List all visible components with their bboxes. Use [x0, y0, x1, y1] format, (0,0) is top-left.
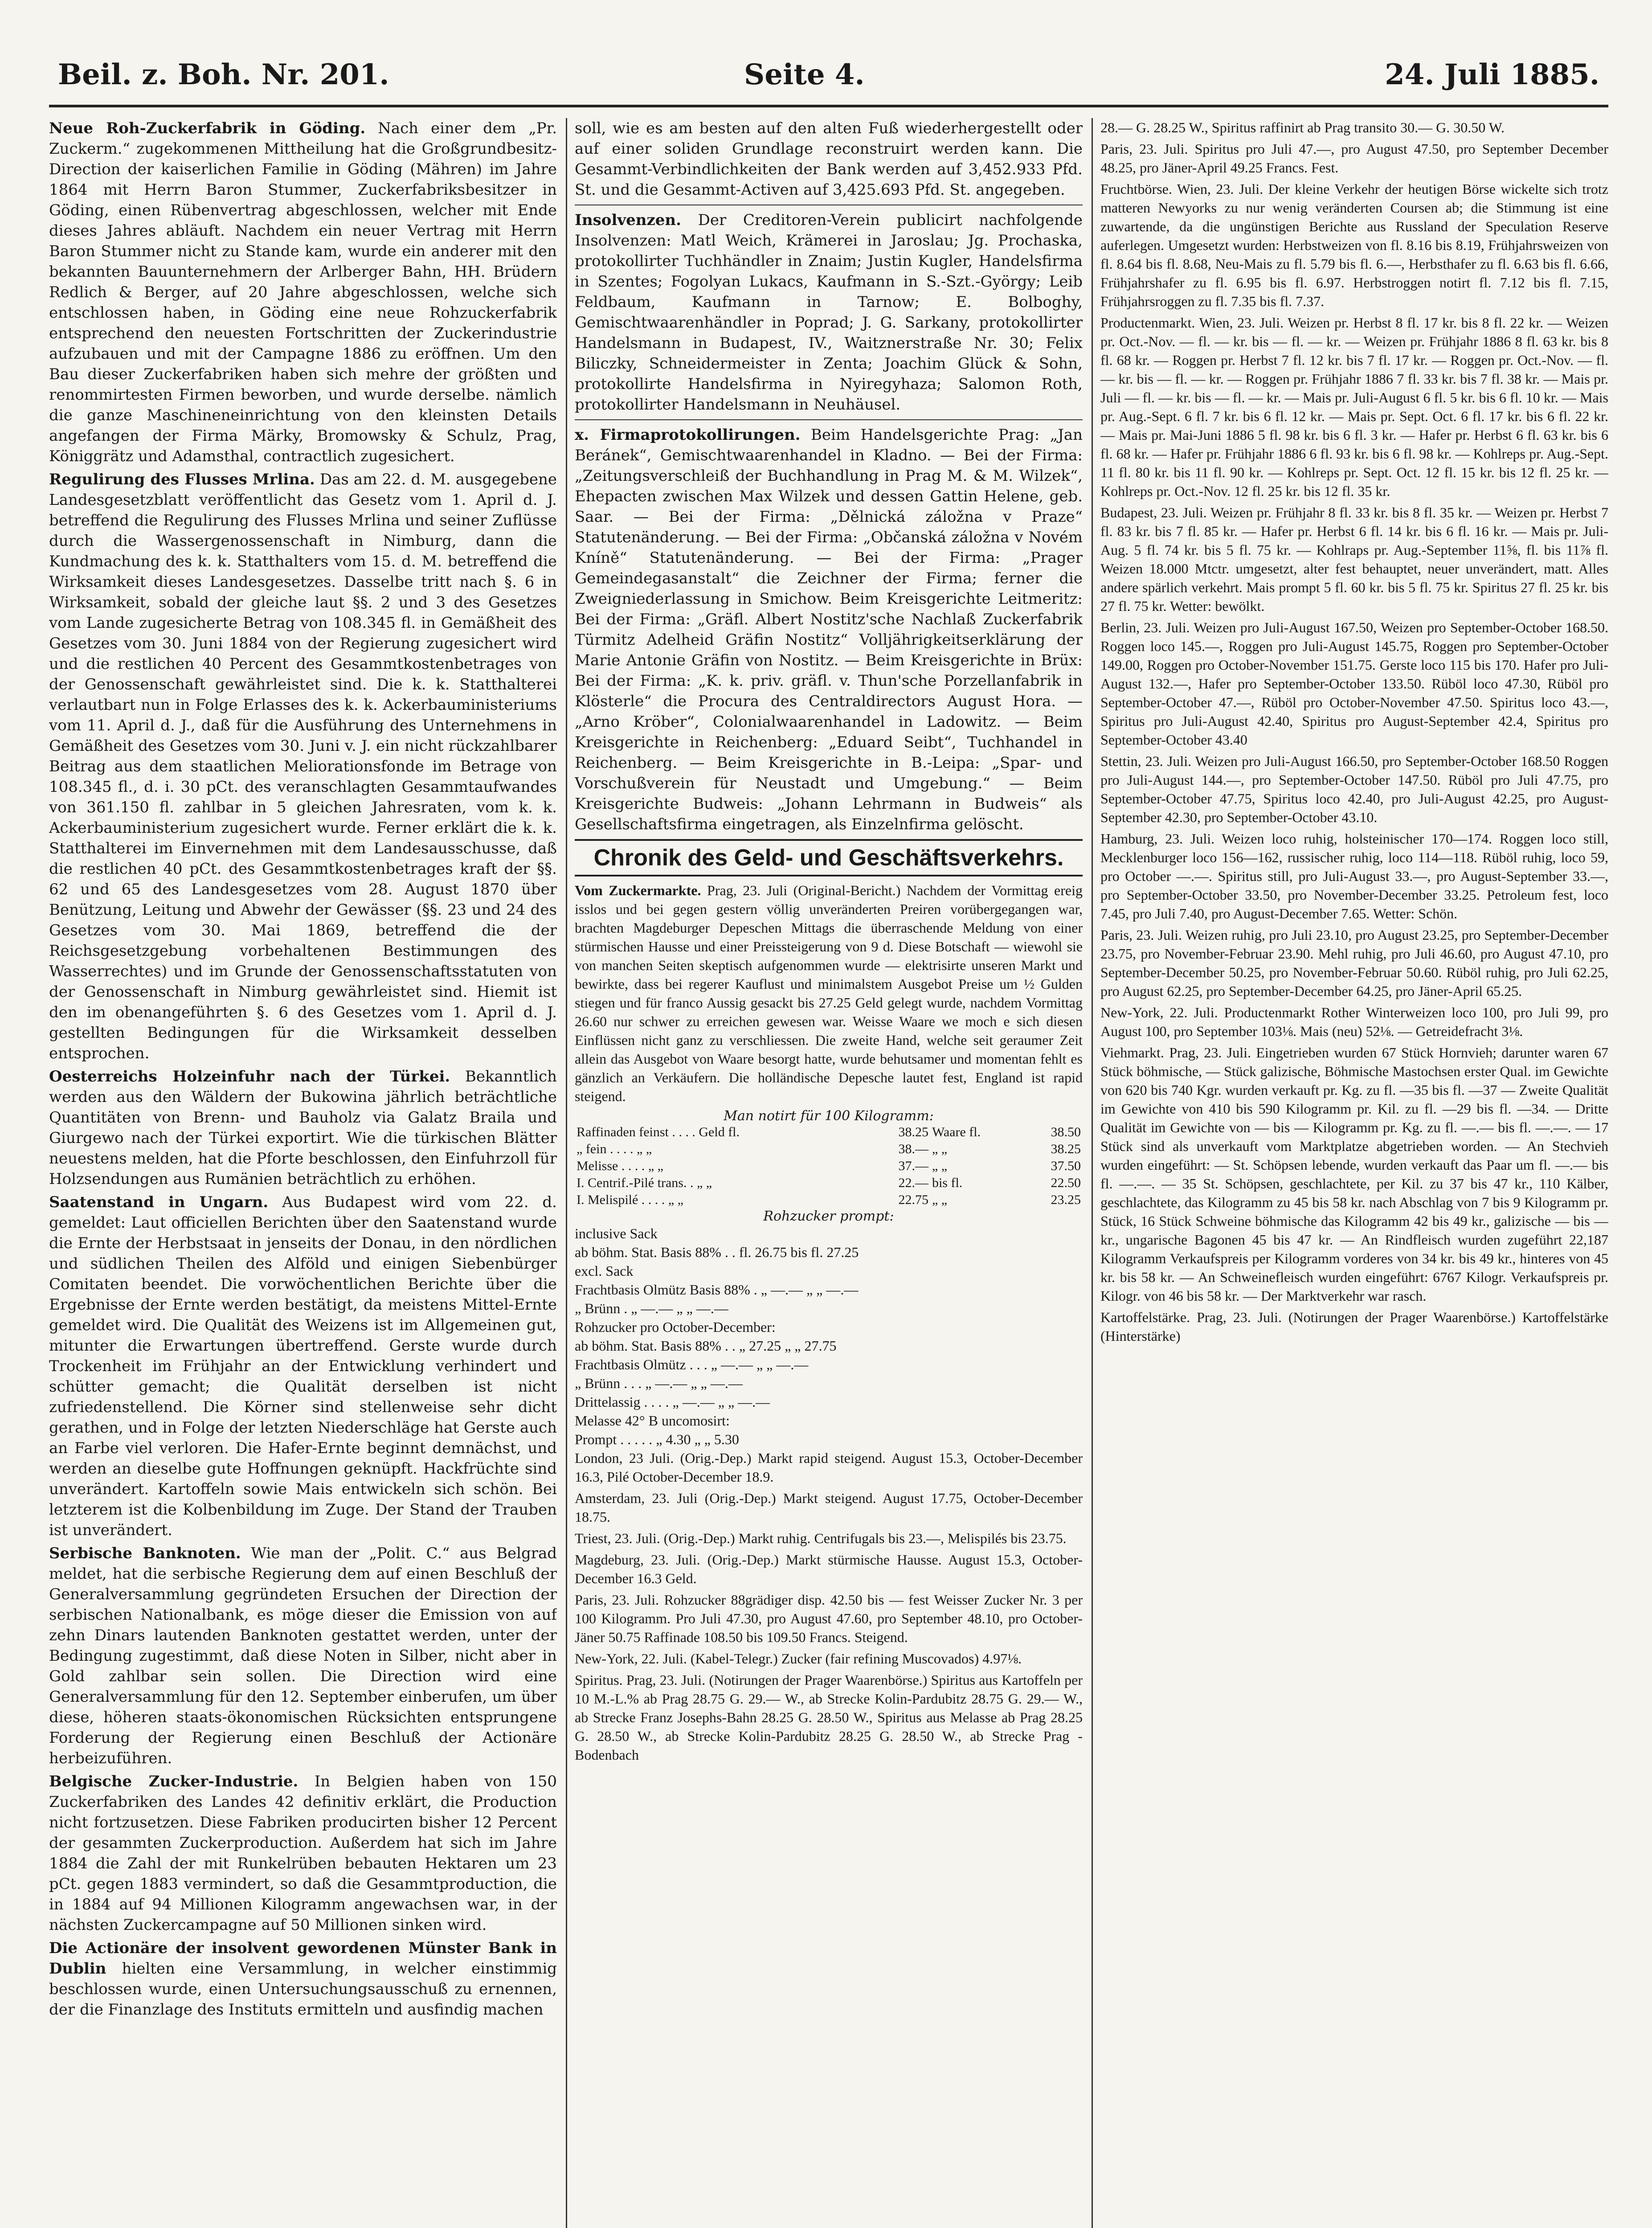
divider: [575, 419, 1083, 420]
rohzucker-lines: [575, 1224, 1083, 1449]
quote-cell: 22.50: [1051, 1175, 1081, 1190]
quote-line: „ Brünn . „ —.— „ „ —.—: [575, 1300, 728, 1316]
column-2: [575, 118, 1083, 2228]
quote-cell: 23.25: [1051, 1192, 1081, 1207]
quote-line: Prompt . . . . . „ 4.30 „ „ 5.30: [575, 1431, 739, 1447]
market-report: Viehmarkt. Prag, 23. Juli. Eingetrieben wurden 67 Stück Hornvieh; darunter waren 67 Stück böhmische, — Stück galizische, Böhmische Mastochsen erster Qual. im Gewichte von 620 bis 740 Kgr. wurden verkauft pr. Kg. zu fl. —35 bis fl. —37 — Zweite Qualität im Gewichte von 410 bis 590 Kilogramm pr. Kil. zu fl. —29 bis fl. —34. — Dritte Qualität im Gewichte von — bis — Kilogramm pr. Kg. zu fl. —.— bis fl. —.—. — 17 Stück sind als unverkauft vom Marktplatze abgetrieben worden. — An Stechvieh wurden eingeführt: — St. Schöpsen lebende, wurden verkauft das Paar um fl. —.— bis fl. —.—. — 35 St. Schöpsen, geschlachtete, per Kil. zu 37 bis 47 kr., 110 Kälber, geschlachtete, das Kilogramm zu 45 bis 58 kr. nach Abschlag von 7 bis 9 Kilogramm pr. Stück, 16 Stück Schweine böhmische das Kilogramm 42 bis 49 kr., galizische — bis — kr., ungarische Bagonen 45 bis 47 kr. — An Rindfleisch wurden zugeführt 22,187 Kilogramm Verkaufspreis per Kilogramm vorderes von 34 kr. bis 49 kr., hinteres von 45 kr. bis 58 kr. — An Schweinefleisch wurden eingeführt: 6767 Kilogr. Verkaufspreis pr. Kilogr. von 46 bis 58 kr. — Der Marktverkehr war rasch.: [1100, 1044, 1608, 1304]
quote-cell: 22.75: [898, 1192, 928, 1207]
column-divider: [1092, 118, 1093, 2228]
market-report: Kartoffelstärke. Prag, 23. Juli. (Notirungen der Prager Waarenbörse.) Kartoffelstärke (Hinterstärke): [1100, 1309, 1608, 1344]
market-report: New-York, 22. Juli. Productenmarkt Rother Winterweizen loco 100, pro Juli 99, pro August 100, pro September 103⅛. Mais (neu) 52⅛. — Getreidefracht 3⅛.: [1100, 1004, 1608, 1039]
article-heading: Neue Roh-Zuckerfabrik in Göding.: [49, 119, 366, 137]
article-heading: Vom Zuckermarkte.: [575, 882, 701, 898]
article: [49, 1543, 557, 1769]
quote-line: Melasse 42° B uncomosirt:: [575, 1413, 730, 1429]
page-number: Seite 4.: [744, 58, 865, 91]
quote-cell: 37.—: [898, 1159, 928, 1173]
quote-cell: I. Melispilé . . . . „ „: [577, 1192, 683, 1207]
quote-line: „ Brünn . . . „ —.— „ „ —.—: [575, 1375, 743, 1391]
article-body: Bekanntlich werden aus den Wäldern der Bukowina jährlich beträchtliche Quantitäten von Brenn- und Bauholz via Galatz Braila und Giurgewo nach der Türkei exportirt. Wie die türkischen Blätter neuestens melden, hat die Pforte beschlossen, den Einfuhrzoll für Holzsendungen aus Rumänien beträchtlich zu erhöhen.: [49, 1068, 557, 1188]
quote-cell: 38.25: [1051, 1142, 1081, 1156]
quote-cell: 38.50: [1051, 1125, 1081, 1139]
newspaper-page: [49, 45, 1608, 2228]
column-1: [49, 118, 557, 2228]
quote-cell: 38.—: [898, 1142, 928, 1156]
article-body: Aus Budapest wird vom 22. d. gemeldet: Laut officiellen Berichten über den Saatenstand wurde die Ernte der Herbstsaat in jenseits der Donau, in den nördlichen und südlichen Theilen des Alföld und einigen Siebenbürger Comitaten beendet. Die vorwöchentlichen Berichte über die Ergebnisse der Ernte werden bestätigt, da meistens Mittel-Ernte gemeldet wird. Die Qualität des Weizens ist im Allgemeinen gut, mitunter die Erwartungen übertreffend. Gerste wurde durch Trockenheit im Frühjahr an der Entwicklung verhindert und schütter gemacht; die Qualität derselben ist nicht zufriedenstellend. Die Körner sind stellenweise sehr dicht gerathen, und in Folge der letzten Niederschläge hat Gerste auch an Farbe viel verloren. Die Hafer-Ernte beginnt demnächst, und werden an dieselbe gute Hoffnungen geknüpft. Hackfrüchte sind unverändert. Kartoffeln sowie Mais entwickeln sich schön. Bei letzterem ist die Kolbenbildung im Zuge. Der Stand der Trauben ist unverändert.: [49, 1193, 557, 1539]
rohzucker-title: Rohzucker prompt:: [763, 1208, 894, 1224]
market-report: New-York, 22. Juli. (Kabel-Telegr.) Zucker (fair refining Muscovados) 4.97⅛.: [575, 1651, 1022, 1667]
article-heading: x. Firmaprotokollirungen.: [575, 426, 801, 444]
quote-row: [575, 1141, 1083, 1158]
market-report: Paris, 23. Juli. Spiritus pro Juli 47.—, pro August 47.50, pro September December 48.25, pro Jäner-April 49.25 Francs. Fest.: [1100, 141, 1608, 176]
quote-row: [575, 1158, 1083, 1175]
article-heading: Regulirung des Flusses Mrlina.: [49, 471, 315, 488]
market-reports: [575, 1449, 1083, 1764]
article-body: Prag, 23. Juli (Original-Bericht.) Nachdem der Vormittag ereig isslos und bei gegen gestern völlig unveränderten Preiren vorübergegangen war, brachten Magdeburger Depeschen Mittags die überraschende Meldung von einer stürmischen Hausse und einer Preissteigerung von 9 d. Diese Botschaft — wiewohl sie von manchen Seiten skeptisch aufgenommen wurde — elektrisirte unseren Markt und bewirkte, dass bei regerer Kauflust und minimalstem Ausgebot Preise um ½ Gulden stiegen und für franco Aussig gesackt bis 27.25 Geld gelegt wurde, nachdem Vormittag 26.60 nur schwer zu erreichen gewesen war. Weisse Waare we moch e sich diesen Einflüssen nicht ganz zu verschliessen. Die zweite Hand, welche seit geraumer Zeit allein das Ausgebot von Waare besorgt hatte, wurde behutsamer und momentan fehlt es gänzlich an Verkäufern. Die holländische Depesche lautet fest, England ist rapid steigend.: [575, 882, 1083, 1104]
quote-cell: „ „: [932, 1159, 948, 1173]
article-zucker: [575, 881, 1083, 1106]
article-heading: Insolvenzen.: [575, 211, 681, 229]
quote-line: ab böhm. Stat. Basis 88% . . „ 27.25 „ „ 27.75: [575, 1338, 837, 1354]
quote-line: excl. Sack: [575, 1263, 634, 1279]
article-continuation: soll, wie es am besten auf den alten Fuß wiederhergestellt oder auf einer soliden Grundlage reconstruirt werden kann. Die Gesammt-Verbindlichkeiten der Bank werden auf 3,452.933 Pfd. St. und die Gesammt-Activen auf 3,425.693 Pfd. St. angegeben.: [575, 119, 1083, 199]
article: [49, 1192, 557, 1540]
market-report: Fruchtbörse. Wien, 23. Juli. Der kleine Verkehr der heutigen Börse wickelte sich trotz matteren Newyorks zu nur wenig veränderten Coursen ab; die Stimmung ist eine zuwartende, da die ungünstigen Berichte aus Russland der Speculation Reserve auferlegen. Umgesetzt wurden: Herbstweizen von fl. 8.16 bis 8.19, Frühjahrsweizen von fl. 8.64 bis fl. 8.68, Neu-Mais zu fl. 5.79 bis fl. 6.—, Herbsthafer zu fl. 6.63 bis fl. 6.66, Frühjahrshafer zu fl. 6.95 bis fl. 6.97. Herbstroggen notirt fl. 7.12 bis fl. 7.15, Frühjahrsroggen zu fl. 7.35 bis fl. 7.37.: [1100, 181, 1608, 309]
quote-row: [575, 1124, 1083, 1141]
quote-cell: 22.—: [898, 1175, 928, 1190]
quote-line: inclusive Sack: [575, 1225, 658, 1241]
article: [49, 1066, 557, 1189]
article-heading: Saatenstand in Ungarn.: [49, 1193, 269, 1211]
quotes-title: Man notirt für 100 Kilogramm:: [724, 1108, 934, 1124]
market-report: Amsterdam, 23. Juli (Orig.-Dep.) Markt steigend. August 17.75, October-December 18.75.: [575, 1490, 1083, 1525]
market-report: Spiritus. Prag, 23. Juli. (Notirungen der Prager Waarenbörse.) Spiritus aus Kartoffeln per 10 M.-L.% ab Prag 28.75 G. 29.— W., ab Strecke Kolin-Pardubitz 28.75 G. 29.— W., ab Strecke Franz Josephs-Bahn 28.25 G. 28.50 W., Spiritus aus Melasse ab Prag 28.25 G. 28.50 W., ab Strecke Kolin-Pardubitz 28.25 G. 28.50 W., ab Strecke Prag - Bodenbach: [575, 1672, 1083, 1763]
article-heading: Serbische Banknoten.: [49, 1544, 241, 1562]
market-report: Stettin, 23. Juli. Weizen pro Juli-August 166.50, pro September-October 168.50 Roggen pro Juli-August 144.—, pro September-October 147.50. Rüböl pro Juli 47.75, pro September-October 47.75, Spiritus loco 42.40, pro Juli-August 42.25, pro August-September 42.30, pro September-October 43.10.: [1100, 753, 1608, 825]
article: [49, 1771, 557, 1935]
article: [49, 469, 557, 1064]
market-report: Paris, 23. Juli. Weizen ruhig, pro Juli 23.10, pro August 23.25, pro September-December 23.75, pro November-Februar 23.90. Mehl ruhig, pro Juli 46.60, pro August 47.10, pro September-December 50.25, pro November-Februar 50.60. Rüböl ruhig, pro Juli 62.25, pro August 62.25, pro September-December 64.25, pro Jäner-April 65.25.: [1100, 927, 1608, 999]
quote-cell: „ „: [932, 1192, 948, 1207]
quote-row: [575, 1192, 1083, 1208]
article: [49, 1938, 557, 2020]
quote-row: [575, 1175, 1083, 1192]
market-report: London, 23 Juli. (Orig.-Dep.) Markt rapid steigend. August 15.3, October-December 16.3, Pilé October-December 18.9.: [575, 1450, 1083, 1485]
article-body: Nach einer dem „Pr. Zuckerm.“ zugekommenen Mittheilung hat die Großgrundbesitz-Direction der kaiserlichen Familie in Göding (Mähren) im Jahre 1864 mit Herrn Baron Stummer, Zuckerfabriksbesitzer in Göding, einen Rübenvertrag abgeschlossen, welcher mit Ende dieses Jahres abläuft. Nachdem ein neuer Vertrag mit Herrn Baron Stummer nicht zu Stande kam, wurde ein anderer mit den bekannten Bauunternehmern der Arlberger Bahn, HH. Brüdern Redlich & Berger, auf 20 Jahre abgeschlossen, welche sich entschlossen haben, in Göding eine neue Rohzuckerfabrik entsprechend den neuesten Fortschritten der Zuckerindustrie aufzubauen und mit der Campagne 1886 zu eröffnen. Um den Bau dieser Zuckerfabriken haben sich mehre der größten und renommirtesten Firmen beworben, und wurde derselbe. nämlich die ganze Maschineneinrichtung von den kleinsten Details angefangen der Firma Märky, Bromowsky & Schulz, Prag, Königgrätz und Adamsthal, contractlich zugesichert.: [49, 119, 557, 465]
quote-cell: 37.50: [1051, 1159, 1081, 1173]
article-body: Der Creditoren-Verein publicirt nachfolgende Insolvenzen: Matl Weich, Krämerei in Jaroslau; Jg. Prochaska, protokollirter Tuchhändler in Znaim; Justin Kugler, Handelsfirma in Szentes; Fogolyan Lukacs, Kaufmann in S.-Szt.-György; Leib Feldbaum, Kaufmann in Tarnow; E. Bolboghy, Gemischtwaarenhändler in Poprad; J. G. Sarkany, protokollirter Handelsmann in Budapest, IV., Waitznerstraße Nr. 30; Felix Biliczky, Schneidermeister in Zenta; Joachim Glück & Sohn, protokollirte Handelsfirma in Nyiregyhaza; Salomon Roth, protokollirter Handelsmann in Neuhäusel.: [575, 211, 1083, 414]
market-report: Magdeburg, 23. Juli. (Orig.-Dep.) Markt stürmische Hausse. August 15.3, October-December 16.3 Geld.: [575, 1552, 1083, 1586]
header-rule: [49, 105, 1608, 107]
article-body: Das am 22. d. M. ausgegebene Landesgesetzblatt veröffentlicht das Gesetz vom 1. April d. J. betreffend die Regulirung des Flusses Mrlina und seiner Zuflüsse durch die Wassergenossenschaft in Nimburg, dann die Kundmachung des k. k. Statthalters vom 15. d. M. betreffend die Wirksamkeit dieses Landesgesetzes. Dasselbe tritt nach §. 6 in Wirksamkeit, sobald der gleiche laut §§. 2 und 3 des Gesetzes vom Lande zugesicherte Betrag von 108.345 fl. in Gemäßheit des Gesetzes vom 30. Juni 1884 von der Regierung zugesichert wird und die restlichen 40 Percent des Gesammtkostenbetrages von der Genossenschaft gewährleistet sind. Die k. k. Statthalterei verlautbart nun in Folge Erlasses des k. k. Ackerbauministeriums vom 11. April d. J., daß für die Ausführung des Unternehmens in Gemäßheit des Gesetzes vom 30. Juni v. J. ein nicht rückzahlbarer Beitrag aus dem staatlichen Meliorationsfonde im Betrage von 108.345 fl., d. i. 30 pCt. des veranschlagten Gesammtaufwandes von 361.150 fl. zahlbar in 5 gleichen Jahresraten, vom k. k. Ackerbauministerium zugesichert wurde. Ferner erklärt die k. k. Statthalterei im Einvernehmen mit dem Landesausschusse, daß die restlichen 40 pCt. des Gesammtkostenbetrages kraft der §§. 62 und 65 des Landesgesetzes vom 28. August 1870 über Benützung, Leitung und Abwehr der Gewässer (§§. 23 und 24 des Gesetzes vom 30. Mai 1869, betreffend die der Reichsgesetzgebung vorbehaltenen Bestimmungen des Wasserrechtes) und im Grunde der Genossenschaftsstatuten von der Genossenschaft in Nimburg gewährleistet sind. Hiemit ist den im obenangeführten §. 6 des Gesetzes vom 1. April d. J. gestellten Bedingungen für die Wirksamkeit desselben entsprochen.: [49, 471, 557, 1062]
article-body: Beim Handelsgerichte Prag: „Jan Beránek“, Gemischtwaarenhandel in Kladno. — Bei der Firma: „Zeitungsverschleiß der Buchhandlung in Prag M. & M. Wilzek“, Ehepacten zwischen Max Wilzek und dessen Gattin Helene, geb. Saar. — Bei der Firma: „Dělnická záložna v Praze“ Statutenänderung. — Bei der Firma: „Občanská záložna v Novém Kníně“ Statutenänderung. — Bei der Firma: „Prager Gemeindegasanstalt“ die Zeichner der Firma; ferner die Zweigniederlassung in Smichow. Beim Kreisgerichte Leitmeritz: Bei der Firma: „Gräfl. Albert Nostitz'sche Nachlaß Zuckerfabrik Türmitz Adelheid Gräfin Nostitz“ Volljährigkeitserklärung der Marie Antonie Gräfin von Nostitz. — Beim Kreisgerichte in Brüx: Bei der Firma: „K. k. priv. gräfl. v. Thun'sche Porzellanfabrik in Klösterle“ die Procura des Centraldirectors August Hora. — „Arno Kröber“, Colonialwaarenhandel in Ladowitz. — Beim Kreisgerichte in Reichenberg: „Eduard Seibt“, Tuchhandel in Reichenberg. — Beim Kreisgerichte in B.-Leipa: „Spar- und Vorschußverein für Neustadt und Umgebung.“ — Beim Kreisgerichte Budweis: „Johann Lehrmann in Budweis“ als Gesellschaftsfirma eingetragen, als Einzelnfirma gelöscht.: [575, 426, 1083, 833]
quote-line: Frachtbasis Olmütz Basis 88% . „ —.— „ „ —.—: [575, 1282, 859, 1298]
quote-cell: „ „: [932, 1142, 948, 1156]
quotes-table: [575, 1124, 1083, 1208]
quote-line: Drittelassig . . . . „ —.— „ „ —.—: [575, 1394, 770, 1410]
quote-line: Rohzucker pro October-December:: [575, 1319, 776, 1335]
quote-cell: I. Centrif.-Pilé trans. . „ „: [577, 1175, 712, 1190]
quote-cell: Waare fl.: [932, 1125, 981, 1139]
article-body: In Belgien haben von 150 Zuckerfabriken des Landes 42 definitiv erklärt, die Production nicht fortzusetzen. Diese Fabriken producirten bisher 12 Percent der gesammten Zuckerproduction. Außerdem hat sich im Jahre 1884 die Zahl der mit Runkelrüben bebauten Hektaren um 23 pCt. gegen 1883 vermindert, so daß die Gesammtproduction, die in 1884 auf 94 Millionen Kilogramm angewachsen war, in der nächsten Zuckercampagne auf 50 Millionen sinken wird.: [49, 1773, 557, 1934]
quote-cell: Melisse . . . . „ „: [577, 1159, 663, 1173]
column-divider: [566, 118, 567, 2228]
quote-line: ab böhm. Stat. Basis 88% . . fl. 26.75 bis fl. 27.25: [575, 1244, 859, 1260]
quote-cell: bis fl.: [932, 1175, 963, 1190]
quote-cell: „ fein . . . . „ „: [577, 1142, 652, 1156]
page-header: [49, 45, 1608, 98]
article-heading: Die Actionäre der insolvent gewordenen Münster Bank in Dublin: [49, 1939, 557, 1978]
market-report: Triest, 23. Juli. (Orig.-Dep.) Markt ruhig. Centrifugals bis 23.—, Melispilés bis 23.75.: [575, 1530, 1067, 1546]
article-insolvenzen: [575, 210, 1083, 415]
quote-cell: 38.25: [898, 1125, 928, 1139]
quote-cell: Raffinaden feinst . . . . Geld fl.: [577, 1125, 740, 1139]
issue-label: Beil. z. Boh. Nr. 201.: [58, 58, 389, 91]
issue-date: 24. Juli 1885.: [1385, 58, 1599, 91]
market-report: 28.— G. 28.25 W., Spiritus raffinirt ab Prag transito 30.— G. 30.50 W.: [1100, 119, 1505, 135]
market-report: Hamburg, 23. Juli. Weizen loco ruhig, holsteinischer 170—174. Roggen loco still, Mecklenburger loco 156—162, russischer ruhig, loco 114—118. Rüböl ruhig, loco 59, pro October —.—. Spiritus still, pro Juli-August 33.—, pro August-September 33.—, pro September-October 33.50, pro November-December 33.25. Petroleum fest, loco 7.45, pro Juli 7.40, pro August-December 7.65. Wetter: Schön.: [1100, 831, 1608, 922]
market-report: Paris, 23. Juli. Rohzucker 88grädiger disp. 42.50 bis — fest Weisser Zucker Nr. 3 per 100 Kilogramm. Pro Juli 47.30, pro August 47.60, pro September 48.10, pro October-Jäner 50.75 Raffinade 108.50 bis 109.50 Francs. Steigend.: [575, 1592, 1083, 1645]
section-banner: Chronik des Geld- und Geschäftsverkehrs.: [575, 839, 1083, 876]
article: [49, 118, 557, 467]
article-firmen: [575, 425, 1083, 835]
column-3: [1100, 118, 1608, 2228]
market-report: Productenmarkt. Wien, 23. Juli. Weizen pr. Herbst 8 fl. 17 kr. bis 8 fl. 22 kr. — Weizen pr. Oct.-Nov. — fl. — kr. bis — fl. — kr. — Weizen pr. Frühjahr 1886 8 fl. 63 kr. bis 8 fl. 68 kr. — Roggen pr. Herbst 7 fl. 12 kr. bis 7 fl. 17 kr. — Roggen pr. Oct.-Nov. — fl. — kr. bis — fl. — kr. — Roggen pr. Frühjahr 1886 7 fl. 33 kr. bis 7 fl. 38 kr. — Mais pr. Juli — fl. — kr. bis — fl. — kr. — Mais pr. Juli-August 6 fl. 5 kr. bis 6 fl. 10 kr. — Mais pr. Aug.-Sept. 6 fl. 7 kr. bis 6 fl. 12 kr. — Mais pr. Sept. Oct. 6 fl. 17 kr. bis 6 fl. 22 kr. — Mais pr. Mai-Juni 1886 5 fl. 98 kr. bis 6 fl. 3 kr. — Hafer pr. Herbst 6 fl. 63 kr. bis 6 fl. 68 kr. — Hafer pr. Frühjahr 1886 6 fl. 93 kr. bis 6 fl. 98 kr. — Kohlreps pr. Aug.-Sept. 11 fl. 80 kr. bis 11 fl. 90 kr. — Kohlreps pr. Sept. Oct. 12 fl. 15 kr. bis 12 fl. 25 kr. — Kohlreps pr. Oct.-Nov. 12 fl. 25 kr. bis 12 fl. 35 kr.: [1100, 315, 1608, 499]
article-heading: Belgische Zucker-Industrie.: [49, 1773, 299, 1790]
article-body: hielten eine Versammlung, in welcher einstimmig beschlossen wurde, einen Untersuchungsausschuß zu ernennen, der die Finanzlage des Instituts ermitteln und ausfindig machen: [49, 1960, 557, 2019]
market-report: Berlin, 23. Juli. Weizen pro Juli-August 167.50, Weizen pro September-October 168.50. Roggen loco 145.—, Roggen pro Juli-August 145.75, Roggen pro September-October 149.00, Roggen pro October-November 151.75. Gerste loco 115 bis 170. Hafer pro Juli-August 132.—, Hafer pro September-October 133.50. Rüböl loco 47.30, Rüböl pro September-October 47.—, Rüböl pro October-November 47.50. Spiritus loco 43.—, Spiritus pro Juli-August 42.40, Spiritus pro August-September 42.4, Spiritus pro September-October 43.40: [1100, 619, 1608, 748]
article-heading: Oesterreichs Holzeinfuhr nach der Türkei.: [49, 1068, 450, 1085]
article-body: Wie man der „Polit. C.“ aus Belgrad meldet, hat die serbische Regierung dem auf einen Beschluß der Generalversammlung gegründeten Ersuchen der Direction der serbischen Nationalbank, es möge dieser die Emission von auf zehn Dinars lautenden Banknoten gestattet werden, unter der Bedingung zugestimmt, daß diese Noten in Silber, nicht aber in Gold zahlbar sein sollen. Die Direction wird eine Generalversammlung für den 12. September einberufen, um über diese, höheren staats-ökonomischen Rücksichten entsprungene Forderung der Regierung einen Beschluß der Actionäre herbeizuführen.: [49, 1544, 557, 1767]
market-report: Budapest, 23. Juli. Weizen pr. Frühjahr 8 fl. 33 kr. bis 8 fl. 35 kr. — Weizen pr. Herbst 7 fl. 83 kr. bis 7 fl. 85 kr. — Hafer pr. Herbst 6 fl. 14 kr. bis 6 fl. 16 kr. — Mais pr. Juli-Aug. 5 fl. 74 kr. bis 5 fl. 75 kr. — Kohlraps pr. Aug.-September 11⅝, fl. bis 11⅞ fl. Weizen 18.000 Mtctr. umgesetzt, alter fest behauptet, neuer unverändert, matt. Alles andere spärlich verkehrt. Mais prompt 5 fl. 60 kr. bis 5 fl. 75 kr. Spiritus 27 fl. 25 kr. bis 27 fl. 75 kr. Wetter: bewölkt.: [1100, 504, 1608, 614]
quote-line: Frachtbasis Olmütz . . . „ —.— „ „ —.—: [575, 1356, 809, 1372]
